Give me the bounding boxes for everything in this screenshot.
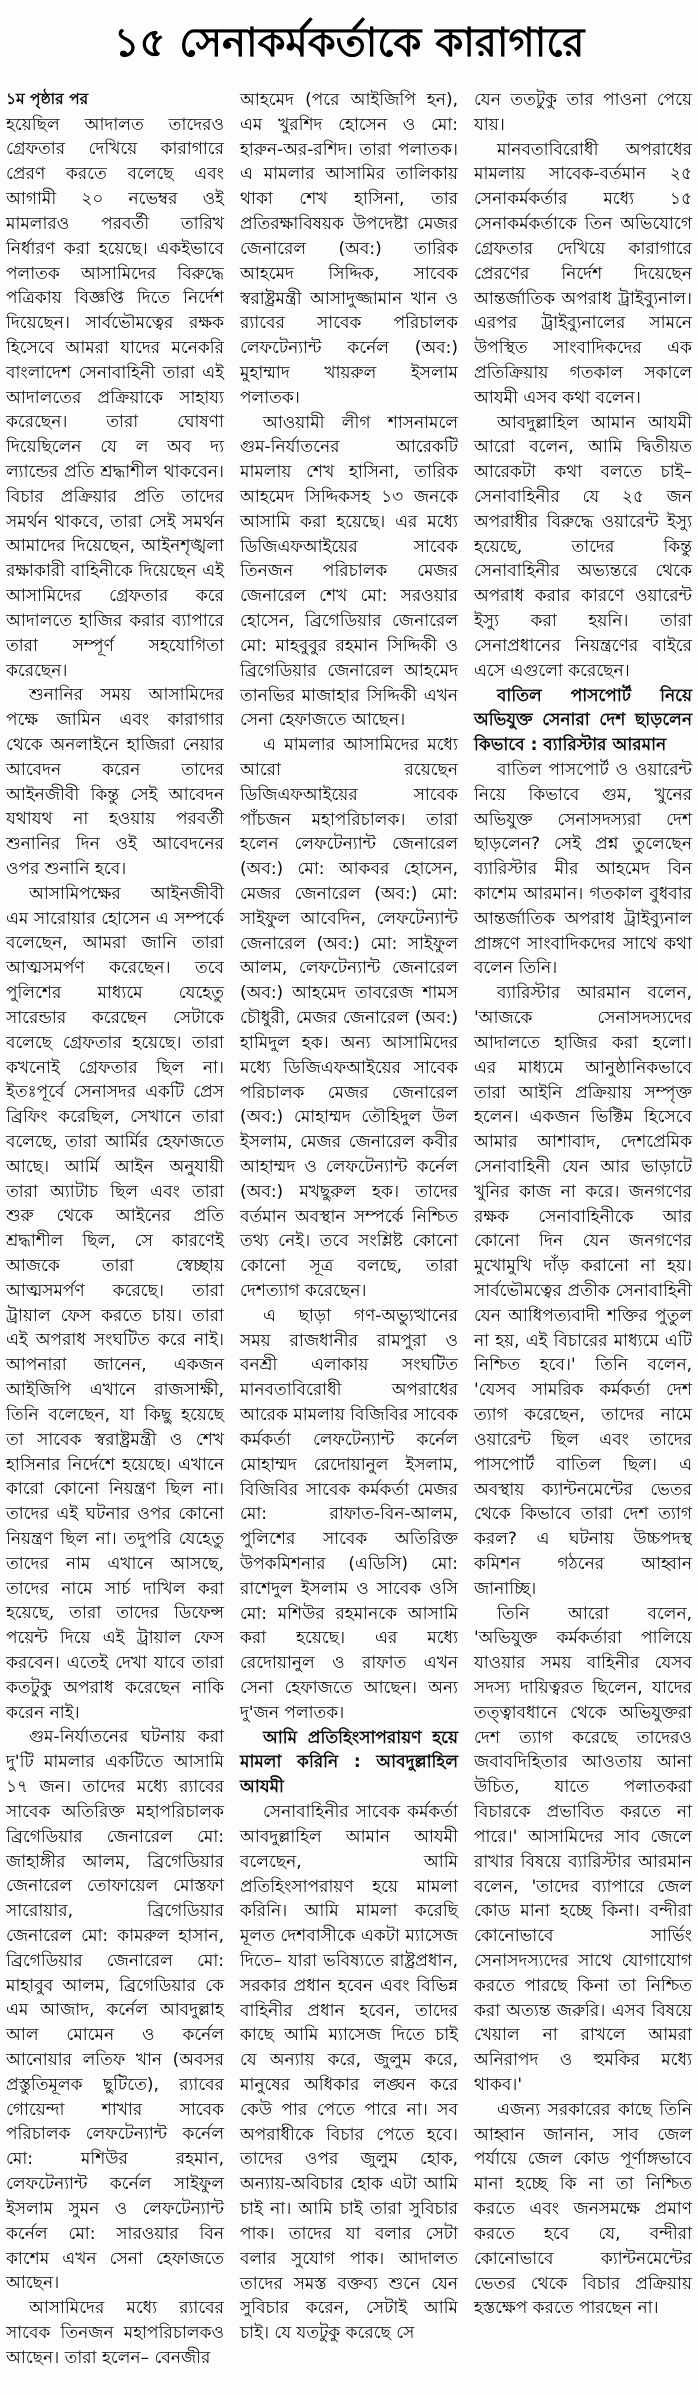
article-paragraph: আবদুল্লাহিল আমান আযমী আরো বলেন, আমি দ্বিতীয়ত আরেকটা কথা বলতে চাই– সেনাবাহিনীর যে ২৫ জন অপরাধীর বিরুদ্ধে ওয়ারেন্ট ইস্যু হয়েছে, তাদের কিন্তু সেনাবাহিনীর অভ্যন্তরে থেকে অপরাধ করার কারণে ওয়ারেন্ট ইস্যু করা হয়নি। তারা সেনাপ্রধানের নিয়ন্ত্রণের বাইরে এসে এগুলো করেছেন। <box>474 412 692 681</box>
article-paragraph-continued: আহমেদ (পরে আইজিপি হন), এম খুরশিদ হোসেন ও মো: হারুন-অর-রশিদ। তারা পলাতক। এ মামলার আসামির তালিকায় থাকা শেখ হাসিনা, তার প্রতিরক্ষাবিষয়ক উপদেষ্টা মেজর জেনারেল (অব:) তারিক আহমেদ সিদ্দিক, সাবেক স্বরাষ্ট্রমন্ত্রী আসাদুজ্জামান খান ও র‍্যাবের সাবেক পরিচালক লেফটেন্যান্ট কর্নেল (অব:) মুহাম্মাদ খায়রুল ইসলাম পলাতক। <box>240 90 458 408</box>
article-paragraph-continued: হয়েছিল আদালত তাদেরও গ্রেফতার দেখিয়ে কারাগারে প্রেরণ করতে বলেছে এবং আগামী ২০ নভেম্বর ওই মামলারও পরবর্তী তারিখ নির্ধারণ করা হয়েছে। একইভাবে পলাতক আসামিদের বিরুদ্ধে পত্রিকায় বিজ্ঞপ্তি দিতে নির্দেশ দিয়েছেন। সার্বভৌমত্বের রক্ষক হিসেবে আমরা যাদের মনেকরি বাংলাদেশ সেনাবাহিনী তারা এই আদালতের প্রক্রিয়াকে সাহায্য করেছেন। তারা ঘোষণা দিয়েছিলেন যে ল অব দ্য ল্যান্ডের প্রতি শ্রদ্ধাশীল থাকবেন। বিচার প্রক্রিয়ার প্রতি তাদের সমর্থন থাকবে, তারা সেই সমর্থন আমাদের দিয়েছেন, আইনশৃঙ্খলা রক্ষাকারী বাহিনীকে দিয়েছেন এই আসামিদের গ্রেফতার করে আদালতে হাজির করার ব্যাপারে তারা সম্পূর্ণ সহযোগিতা করেছেন। <box>6 114 224 681</box>
article-paragraph: আসামিপক্ষের আইনজীবী এম সারোয়ার হোসেন এ সম্পর্কে বলেছেন, আমরা জানি তারা আত্মসমর্পণ করেছেন। তবে পুলিশের মাধ্যমে যেহেতু সারেন্ডার করেছেন সেটাকে বলেছে গ্রেফতার হয়েছে। তারা কখনোই গ্রেফতার ছিল না। ইতঃপূর্বে সেনাসদর একটি প্রেস ব্রিফিং করেছিল, সেখানে তারা বলেছে, তারা আর্মির হেফাজতে আছে। আর্মি আইন অনুযায়ী তারা অ্যাটাচ ছিল এবং তারা শুরু থেকে আইনের প্রতি শ্রদ্ধাশীল ছিল, সে কারণেই আজকে তারা স্বেচ্ছায় আত্মসমর্পণ করেছে। তারা ট্রায়াল ফেস করতে চায়। তারা এই অপরাধ সংঘটিত করে নাই। আপনারা জানেন, একজন আইজিপি এখানে রাজসাক্ষী, তিনি বলেছেন, যা কিছু হয়েছে তা সাবেক স্বরাষ্ট্রমন্ত্রী ও শেখ হাসিনার নির্দেশে হয়েছে। এখানে কারো কোনো নিয়ন্ত্রণ ছিল না। তাদের এই ঘটনার ওপর কোনো নিয়ন্ত্রণ ছিল না। তদুপরি যেহেতু তাদের নাম এখানে আসছে, তাদের নামে সার্চ দাখিল করা হয়েছে, তারা তাদের ডিফেন্স পয়েন্ট দিয়ে এই ট্রায়াল ফেস করবেন। এতেই দেখা যাবে তারা কতটুকু অপরাধ করেছেন নাকি করেন নাই। <box>6 883 224 1723</box>
article-subhead: বাতিল পাসপোর্ট নিয়ে অভিযুক্ত সেনারা দেশ ছাড়লেন কিভাবে : ব্যারিস্টার আরমান <box>474 685 692 756</box>
article-paragraph: এ মামলার আসামিদের মধ্যে আরো রয়েছেন ডিজিএফআইয়ের সাবেক পাঁচজন মহাপরিচালক। তারা হলেন লেফটেন্যান্ট জেনারেল (অব:) মো: আকবর হোসেন, মেজর জেনারেল (অব:) মো: সাইফুল আবেদিন, লেফটেন্যান্ট জেনারেল (অব:) মো: সাইফুল আলম, লেফটেন্যান্ট জেনারেল (অব:) আহমেদ তাবরেজ শামস চৌধুরী, মেজর জেনারেল (অব:) হামিদুল হক। অন্য আসামিদের মধ্যে ডিজিএফআইয়ের সাবেক পরিচালক মেজর জেনারেল (অব:) মোহাম্মদ তৌহিদুল উল ইসলাম, মেজর জেনারেল কবীর আহাম্মদ ও লেফটেন্যান্ট কর্নেল (অব:) মখছুরুল হক। তাদের বর্তমান অবস্থান সম্পর্কে নিশ্চিত তথ্য নেই। তবে সংশ্লিষ্ট কোনো কোনো সূত্র বলছে, তারা দেশত্যাগ করেছেন। <box>240 735 458 1301</box>
article-headline: ১৫ সেনাকর্মকর্তাকে কারাগারে <box>113 20 585 66</box>
article-paragraph: এজন্য সরকারের কাছে তিনি আহ্বান জানান, সাব জেল পর্যায়ে জেল কোড পূর্ণাঙ্গভাবে মানা হচ্ছে কি না তা নিশ্চিত করতে এবং জনসমক্ষে প্রমাণ করতে হবে যে, বন্দীরা কোনোভাবে ক্যান্টনমেন্টের ভেতর থেকে বিচার প্রক্রিয়ায় হস্তক্ষেপ করতে পারছেন না। <box>474 2099 692 2319</box>
article-paragraph: মানবতাবিরোধী অপরাধের মামলায় সাবেক-বর্তমান ২৫ সেনাকর্মকর্তার মধ্যে ১৫ সেনাকর্মকর্তাকে তিন অভিযোগে গ্রেফতার দেখিয়ে কারাগারে প্রেরণের নির্দেশ দিয়েছেন আন্তর্জাতিক অপরাধ ট্রাইব্যুনাল। এরপর ট্রাইব্যুনালের সামনে উপস্থিত সাংবাদিকদের এক প্রতিক্রিয়ায় গতকাল সকালে আযমী এসব কথা বলেন। <box>474 139 692 408</box>
article-column-1 <box>6 88 224 2371</box>
article-paragraph: শুনানির সময় আসামিদের পক্ষে জামিন এবং কারাগার থেকে অনলাইনে হাজিরা নেয়ার আবেদন করেন তাদের আইনজীবী কিন্তু সেই আবেদন যথাযথ না হওয়ায় পরবর্তী শুনানির দিন ওই আবেদনের ওপর শুনানি হবে। <box>6 685 224 879</box>
article-paragraph: গুম-নির্যাতনের ঘটনায় করা দু'টি মামলার একটিতে আসামি ১৭ জন। তাদের মধ্যে র‍্যাবের সাবেক অতিরিক্ত মহাপরিচালক ব্রিগেডিয়ার জেনারেল মো: জাহাঙ্গীর আলম, ব্রিগেডিয়ার জেনারেল তোফায়েল মোস্তফা সারোয়ার, ব্রিগেডিয়ার জেনারেল মো: কামরুল হাসান, ব্রিগেডিয়ার জেনারেল মো: মাহাবুব আলম, ব্রিগেডিয়ার কে এম আজাদ, কর্নেল আবদুল্লাহ আল মোমেন ও কর্নেল আনোয়ার লতিফ খান (অবসর প্রস্তুতিমূলক ছুটিতে), র‍্যাবের গোয়েন্দা শাখার সাবেক পরিচালক লেফটেন্যান্ট কর্নেল মো: মশিউর রহমান, লেফটেন্যান্ট কর্নেল সাইফুল ইসলাম সুমন ও লেফটেন্যান্ট কর্নেল মো: সারওয়ার বিন কাশেম এখন সেনা হেফাজতে আছেন। <box>6 1727 224 2294</box>
article-paragraph: তিনি আরো বলেন, 'অভিযুক্ত কর্মকর্তারা পালিয়ে যাওয়ার সময় বাহিনীর যেসব সদস্য দায়িত্বরত ছিলেন, যাদের তত্ত্বাবধানে থেকে অভিযুক্তরা দেশ ত্যাগ করেছে তাদেরও জবাবদিহিতার আওতায় আনা উচিত, যাতে পলাতকরা বিচারকে প্রভাবিত করতে না পারে।' আসামিদের সাব জেলে রাখার বিষয়ে ব্যারিস্টার আরমান বলেন, 'তাদের ব্যাপারে জেল কোড মানা হচ্ছে কিনা। বন্দীরা কোনোভাবে সার্ভিং সেনাসদস্যদের সাথে যোগাযোগ করতে পারছে কিনা তা নিশ্চিত করা অত্যন্ত জরুরি। এসব বিষয়ে খেয়াল না রাখলে আমরা অনিরাপদ ও হুমকির মধ্যে থাকব।' <box>474 1603 692 2095</box>
article-paragraph: সেনাবাহিনীর সাবেক কর্মকর্তা আবদুল্লাহিল আমান আযমী বলেছেন, আমি প্রতিহিংসাপরায়ণ হয়ে মামলা করিনি। আমি মামলা করেছি মূলত দেশবাসীকে একটা ম্যাসেজ দিতে– যারা ভবিষ্যতে রাষ্ট্রপ্রধান, সরকার প্রধান হবেন এবং বিভিন্ন বাহিনীর প্রধান হবেন, তাদের কাছে আমি ম্যাসেজ দিতে চাই যে অন্যায় করে, জুলুম করে, মানুষের অধিকার লঙ্ঘন করে কেউ পার পেতে পারে না। সব অপরাধীকে বিচার পেতে হবে। তাদের ওপর জুলুম হোক, অন্যায়-অবিচার হোক এটা আমি চাই না। আমি চাই তারা সুবিচার পাক। তাদের যা বলার সেটা বলার সুযোগ পাক। আদালত তাদের সমস্ত বক্তব্য শুনে যেন সুবিচার করেন, সেটাই আমি চাই। যে যতটুকু করেছে সে <box>240 1802 458 2344</box>
article-paragraph: এ ছাড়া গণ-অভ্যুত্থানের সময় রাজধানীর রামপুরা ও বনশ্রী এলাকায় সংঘটিত মানবতাবিরোধী অপরাধের আরেক মামলায় বিজিবির সাবেক কর্মকর্তা লেফটেন্যান্ট কর্নেল মোহাম্মদ রেদোয়ানুল ইসলাম, বিজিবির সাবেক কর্মকর্তা মেজর মো: রাফাত-বিন-আলম, পুলিশের সাবেক অতিরিক্ত উপকমিশনার (এডিসি) মো: রাশেদুল ইসলাম ও সাবেক ওসি মো: মশিউর রহমানকে আসামি করা হয়েছে। এর মধ্যে রেদোয়ানুল ও রাফাত এখন সেনা হেফাজতে আছেন। অন্য দু'জন পলাতক। <box>240 1305 458 1723</box>
article-paragraph: বাতিল পাসপোর্ট ও ওয়ারেন্ট নিয়ে কিভাবে গুম, খুনের অভিযুক্ত সেনাসদস্যরা দেশ ছাড়লেন? সেই প্রশ্ন তুলেছেন ব্যারিস্টার মীর আহমেদ বিন কাশেম আরমান। গতকাল বুধবার আন্তর্জাতিক অপরাধ ট্রাইব্যুনাল প্রাঙ্গণে সাংবাদিকদের সাথে কথা বলেন তিনি। <box>474 759 692 979</box>
article-paragraph-continued: যেন ততটুকু তার পাওনা পেয়ে যায়। <box>474 90 692 135</box>
article-paragraph: ব্যারিস্টার আরমান বলেন, 'আজকে সেনাসদস্যদের আদালতে হাজির করা হলো। এর মাধ্যমে আনুষ্ঠানিকভাবে তারা আইনি প্রক্রিয়ায় সম্পৃক্ত হলেন। একজন ভিক্টিম হিসেবে আমার আশাবাদ, দেশপ্রেমিক সেনাবাহিনী যেন আর ভাড়াটে খুনির কাজ না করে। জনগণের রক্ষক সেনাবাহিনীকে আর কোনো দিন যেন জনগণের মুখোমুখি দাঁড় করানো না হয়। সার্বভৌমত্বের প্রতীক সেনাবাহিনী যেন আধিপত্যবাদী শক্তির পুতুল না হয়, এই বিচারের মাধ্যমে এটি নিশ্চিত হবে।' তিনি বলেন, 'যেসব সামরিক কর্মকর্তা দেশ ত্যাগ করেছেন, তাদের নামে ওয়ারেন্ট ছিল এবং তাদের পাসপোর্ট বাতিল ছিল। এ অবস্থায় ক্যান্টনমেন্টের ভেতর থেকে কিভাবে তারা দেশ ত্যাগ করল? এ ঘটনায় উচ্চপদস্থ কমিশন গঠনের আহ্বান জানাচ্ছি। <box>474 983 692 1599</box>
article-columns <box>6 88 692 2371</box>
article-column-3 <box>474 88 692 2321</box>
article-subhead: আমি প্রতিহিংসাপরায়ণ হয়ে মামলা করিনি : আবদুল্লাহিল আযমী <box>240 1727 458 1798</box>
article-column-2 <box>240 88 458 2346</box>
continued-from-note: ১ম পৃষ্ঠার পর <box>6 90 89 108</box>
article-paragraph: আওয়ামী লীগ শাসনামলে গুম-নির্যাতনের আরেকটি মামলায় শেখ হাসিনা, তারিক আহমেদ সিদ্দিকসহ ১৩ জনকে আসামি করা হয়েছে। এর মধ্যে ডিজিএফআইয়ের সাবেক তিনজন পরিচালক মেজর জেনারেল শেখ মো: সরওয়ার হোসেন, ব্রিগেডিয়ার জেনারেল মো: মাহবুবুর রহমান সিদ্দিকী ও ব্রিগেডিয়ার জেনারেল আহমেদ তানভির মাজাহার সিদ্দিকী এখন সেনা হেফাজতে আছেন। <box>240 412 458 731</box>
article-paragraph: আসামিদের মধ্যে র‍্যাবের সাবেক তিনজন মহাপরিচালকও আছেন। তারা হলেন– বেনজীর <box>6 2298 224 2368</box>
